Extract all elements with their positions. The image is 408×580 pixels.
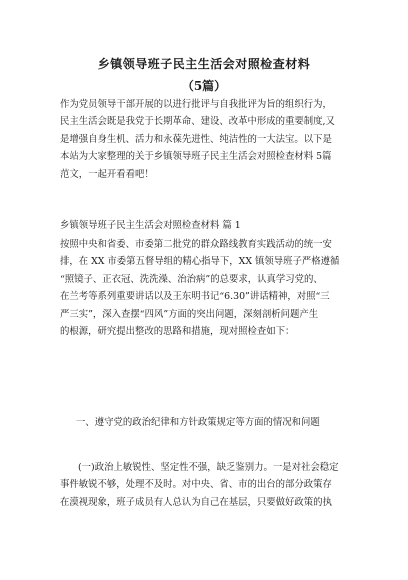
paragraph-line: 在兰考等系列重要讲话以及王东明书记“6.30”讲话精神，对照“三 <box>60 291 330 303</box>
paragraph-line: 严三实”，深入查摆“四风”方面的突出问题，深刻剖析问题产生 <box>60 308 319 320</box>
paragraph-line: 按照中央和省委、市委第二批党的群众路线教育实践活动的统一安 <box>60 239 332 250</box>
intro-line: 作为党员领导干部开展的以进行批评与自我批评为旨的组织行为， <box>60 99 332 110</box>
paragraph-line: 的根源，研究提出整改的思路和措施，现对照检查如下： <box>60 325 295 337</box>
subheading-one: 一、遵守党的政治纪律和方针政策规定等方面的情况和问题 <box>76 417 320 428</box>
intro-line: 是增强自身生机、活力和永葆先进性、纯洁性的一大法宝。以下是 <box>60 133 332 145</box>
intro-line: 本站为大家整理的关于乡镇领导班子民主生活会对照检查材料 5篇 <box>60 151 332 163</box>
body-paragraph <box>60 236 356 340</box>
paragraph-line: (一)政治上敏锐性、坚定性不强，缺乏鉴别力。一是对社会稳定 <box>78 462 339 473</box>
intro-line: 民主生活会既是我党于长期革命、建设、改革中形成的重要制度,又 <box>60 116 335 128</box>
intro-line: 范文，一起开看看吧！ <box>60 168 154 180</box>
document-title: 乡镇领导班子民主生活会对照检查材料 <box>97 57 311 71</box>
paragraph-line: 在漠视现象，班子成员有人总认为自己在基层，只要做好政策的执 <box>60 496 332 508</box>
paragraph-line: 事件敏锐不够，处理不及时。对中央、省、市的出台的部分政策存 <box>60 479 332 491</box>
intro-paragraph <box>60 96 356 183</box>
paragraph-line: 排，在 XX 市委第五督导组的精心指导下，XX 镇领导班子严格遵循 <box>60 256 340 268</box>
body-paragraph <box>60 459 356 511</box>
section-heading: 乡镇领导班子民主生活会对照检查材料 篇 1 <box>60 220 241 231</box>
document-subtitle: （5篇） <box>181 79 227 93</box>
paragraph-line: “照镜子、正衣冠、洗洗澡、治治病”的总要求，认真学习党的、 <box>60 273 323 285</box>
